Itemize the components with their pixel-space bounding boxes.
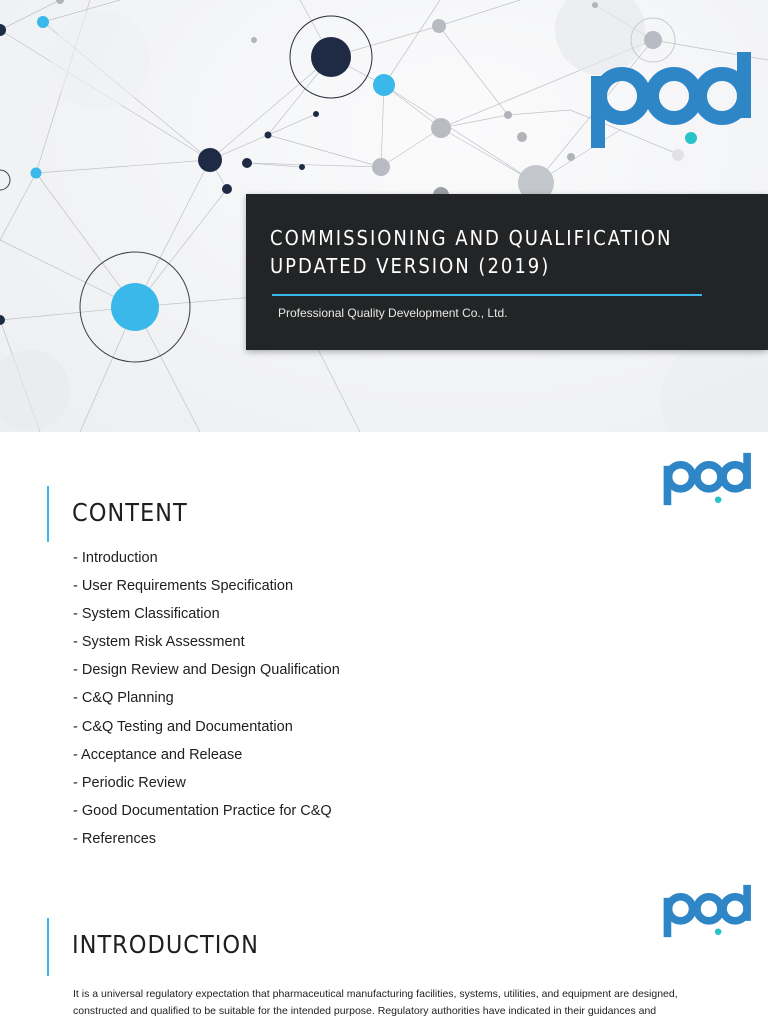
content-item-acceptance: - Acceptance and Release: [73, 746, 243, 763]
pod-logo-mark: [588, 52, 753, 148]
content-list: [73, 548, 340, 857]
pod-logo-mark: [662, 884, 752, 938]
heading-accent-bar: [47, 918, 49, 976]
content-item-references: - References: [73, 830, 157, 847]
title-accent-rule: [272, 294, 702, 296]
introduction-heading: INTRODUCTION: [72, 930, 259, 959]
content-item-system-classification: - System Classification: [73, 606, 220, 623]
cover-title-line1: COMMISSIONING AND QUALIFICATION: [270, 226, 673, 250]
content-item-cq-testing: - C&Q Testing and Documentation: [73, 718, 293, 735]
pod-logo: [662, 452, 752, 506]
title-box: [246, 194, 768, 350]
pod-logo-mark: [662, 452, 752, 506]
content-item-design-review: - Design Review and Design Qualification: [73, 662, 340, 679]
content-heading: CONTENT: [72, 498, 188, 527]
content-slide: [0, 432, 768, 864]
heading-accent-bar: [47, 486, 49, 542]
content-item-urs: - User Requirements Specification: [73, 578, 294, 595]
content-item-gdp: - Good Documentation Practice for C&Q: [73, 802, 332, 819]
cover-title-line2: UPDATED VERSION (2019): [270, 254, 551, 278]
introduction-body: It is a universal regulatory expectation that pharmaceutical manufacturing facilities, systems, utilities, and equipment are designed, constructed and qualified to be suitable for the intended purpose. Regulatory authorities have indicated in their guidances and: [73, 988, 678, 1017]
cover-slide: [0, 0, 768, 432]
content-item-risk-assessment: - System Risk Assessment: [73, 634, 245, 651]
introduction-slide: [0, 864, 768, 1024]
cover-subtitle: Professional Quality Development Co., Ltd.: [278, 306, 508, 320]
pod-logo: [588, 52, 753, 148]
content-item-cq-planning: - C&Q Planning: [73, 690, 174, 707]
content-item-periodic-review: - Periodic Review: [73, 774, 186, 791]
pod-logo: [662, 884, 752, 938]
content-item-introduction: - Introduction: [73, 550, 158, 566]
